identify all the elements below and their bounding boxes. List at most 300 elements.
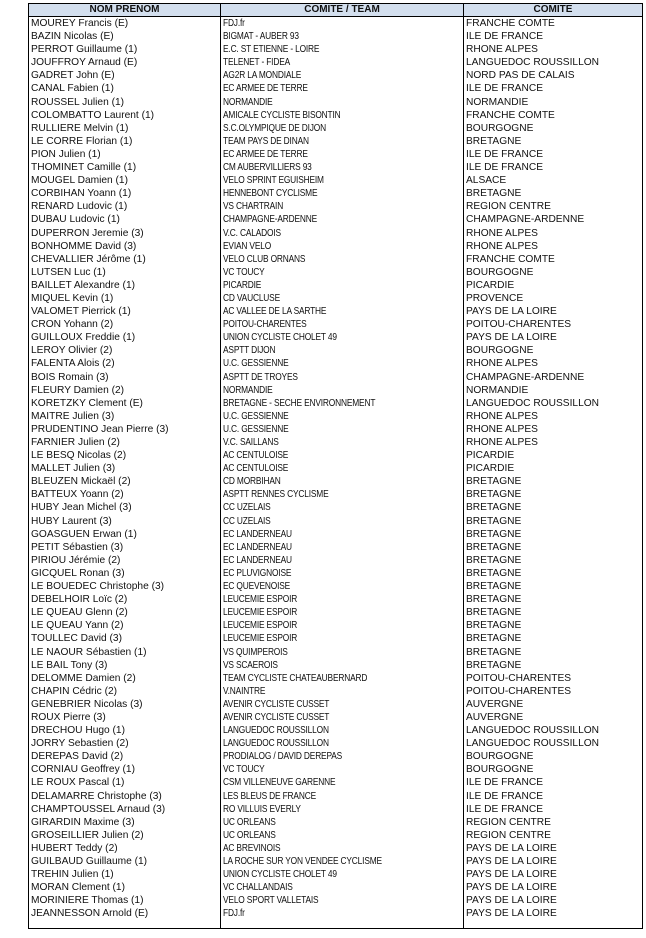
- rider-team: VC CHALLANDAIS: [223, 882, 293, 894]
- rider-name: HUBY Jean Michel (3): [29, 501, 221, 514]
- rider-team: EC PLUVIGNOISE: [223, 567, 292, 579]
- table-row: [29, 253, 643, 266]
- rider-name: CHAMPTOUSSEL Arnaud (3): [29, 803, 221, 816]
- rider-team: FDJ.fr: [223, 908, 245, 920]
- rider-team: AG2R LA MONDIALE: [223, 70, 302, 82]
- rider-team-cell: [221, 790, 464, 803]
- rider-team-cell: [221, 698, 464, 711]
- rider-comite: LANGUEDOC ROUSSILLON: [464, 397, 643, 410]
- table-row: [29, 907, 643, 920]
- rider-name: KORETZKY Clement (E): [29, 397, 221, 410]
- table-row: [29, 240, 643, 253]
- rider-comite: BRETAGNE: [464, 659, 643, 672]
- rider-name: BAILLET Alexandre (1): [29, 279, 221, 292]
- table-bottom-padding: [29, 920, 643, 929]
- table-row: [29, 109, 643, 122]
- header-name: NOM PRENOM: [29, 4, 221, 17]
- rider-team: HENNEBONT CYCLISME: [223, 188, 318, 200]
- rider-team: S.C.OLYMPIQUE DE DIJON: [223, 122, 326, 134]
- rider-comite: PICARDIE: [464, 279, 643, 292]
- table-row: [29, 410, 643, 423]
- table-row: [29, 868, 643, 881]
- rider-team-cell: [221, 122, 464, 135]
- rider-name: LE ROUX Pascal (1): [29, 776, 221, 789]
- rider-team-cell: [221, 488, 464, 501]
- table-row: [29, 763, 643, 776]
- table-row: [29, 17, 643, 31]
- table-row: [29, 292, 643, 305]
- rider-team-cell: [221, 56, 464, 69]
- rider-comite: BOURGOGNE: [464, 344, 643, 357]
- rider-name: DUBAU Ludovic (1): [29, 213, 221, 226]
- rider-name: CHAPIN Cédric (2): [29, 685, 221, 698]
- rider-team-cell: [221, 737, 464, 750]
- table-row: [29, 790, 643, 803]
- table-row: [29, 894, 643, 907]
- rider-team-cell: [221, 82, 464, 95]
- table-row: [29, 344, 643, 357]
- rider-comite: POITOU-CHARENTES: [464, 685, 643, 698]
- table-row: [29, 606, 643, 619]
- rider-team: ASPTT RENNES CYCLISME: [223, 489, 329, 501]
- rider-name: PIRIOU Jérémie (2): [29, 554, 221, 567]
- rider-comite: BRETAGNE: [464, 528, 643, 541]
- table-row: [29, 737, 643, 750]
- rider-team: TEAM PAYS DE DINAN: [223, 135, 309, 147]
- table-row: [29, 371, 643, 384]
- header-team: COMITE / TEAM: [221, 4, 464, 17]
- rider-team: TEAM CYCLISTE CHATEAUBERNARD: [223, 672, 368, 684]
- rider-team-cell: [221, 567, 464, 580]
- table-row: [29, 449, 643, 462]
- rider-team-cell: [221, 135, 464, 148]
- rider-name: CHEVALLIER Jérôme (1): [29, 253, 221, 266]
- table-row: [29, 698, 643, 711]
- rider-team-cell: [221, 279, 464, 292]
- rider-team: EC QUEVENOISE: [223, 581, 291, 593]
- rider-comite: RHONE ALPES: [464, 227, 643, 240]
- rider-comite: PAYS DE LA LOIRE: [464, 855, 643, 868]
- table-row: [29, 776, 643, 789]
- rider-comite: BRETAGNE: [464, 580, 643, 593]
- rider-name: MALLET Julien (3): [29, 462, 221, 475]
- rider-comite: NORMANDIE: [464, 96, 643, 109]
- rider-name: TREHIN Julien (1): [29, 868, 221, 881]
- rider-team-cell: [221, 894, 464, 907]
- rider-team-cell: [221, 593, 464, 606]
- rider-team: LEUCEMIE ESPOIR: [223, 594, 298, 606]
- rider-name: CANAL Fabien (1): [29, 82, 221, 95]
- rider-comite: BRETAGNE: [464, 475, 643, 488]
- rider-team-cell: [221, 855, 464, 868]
- rider-comite: LANGUEDOC ROUSSILLON: [464, 724, 643, 737]
- table-row: [29, 646, 643, 659]
- rider-team: V.NAINTRE: [223, 685, 266, 697]
- rider-team-cell: [221, 253, 464, 266]
- rider-comite: PICARDIE: [464, 462, 643, 475]
- rider-team-cell: [221, 357, 464, 370]
- rider-comite: PAYS DE LA LOIRE: [464, 868, 643, 881]
- rider-team-cell: [221, 240, 464, 253]
- rider-comite: CHAMPAGNE-ARDENNE: [464, 371, 643, 384]
- rider-team-cell: [221, 96, 464, 109]
- rider-team-cell: [221, 632, 464, 645]
- rider-team-cell: [221, 331, 464, 344]
- rider-comite: AUVERGNE: [464, 711, 643, 724]
- rider-team-cell: [221, 750, 464, 763]
- rider-name: MOUREY Francis (E): [29, 17, 221, 31]
- rider-name: LEROY Olivier (2): [29, 344, 221, 357]
- table-row: [29, 855, 643, 868]
- table-row: [29, 96, 643, 109]
- rider-comite: REGION CENTRE: [464, 829, 643, 842]
- rider-team-cell: [221, 410, 464, 423]
- rider-comite: BRETAGNE: [464, 187, 643, 200]
- table-row: [29, 659, 643, 672]
- table-row: [29, 279, 643, 292]
- rider-team-cell: [221, 672, 464, 685]
- rider-team: LANGUEDOC ROUSSILLON: [223, 738, 329, 750]
- rider-team: VS CHARTRAIN: [223, 201, 284, 213]
- rider-comite: BOURGOGNE: [464, 122, 643, 135]
- rider-name: MORAN Clement (1): [29, 881, 221, 894]
- rider-team: U.C. GESSIENNE: [223, 410, 289, 422]
- rider-team: AC CENTULOISE: [223, 450, 289, 462]
- rider-comite: RHONE ALPES: [464, 240, 643, 253]
- rider-name: BOIS Romain (3): [29, 371, 221, 384]
- table-row: [29, 122, 643, 135]
- rider-team: VC TOUCY: [223, 764, 265, 776]
- rider-comite: BRETAGNE: [464, 515, 643, 528]
- rider-team: VELO SPRINT EGUISHEIM: [223, 175, 324, 187]
- rider-comite: CHAMPAGNE-ARDENNE: [464, 213, 643, 226]
- rider-team-cell: [221, 528, 464, 541]
- rider-name: LE BAIL Tony (3): [29, 659, 221, 672]
- rider-comite: POITOU-CHARENTES: [464, 318, 643, 331]
- empty-cell: [29, 920, 221, 929]
- riders-table: [28, 3, 643, 929]
- table-row: [29, 475, 643, 488]
- table-row: [29, 501, 643, 514]
- rider-name: CORNIAU Geoffrey (1): [29, 763, 221, 776]
- rider-team: EVIAN VELO: [223, 240, 272, 252]
- rider-comite: LANGUEDOC ROUSSILLON: [464, 737, 643, 750]
- rider-comite: REGION CENTRE: [464, 816, 643, 829]
- rider-name: MORINIERE Thomas (1): [29, 894, 221, 907]
- rider-name: HUBERT Teddy (2): [29, 842, 221, 855]
- rider-comite: BRETAGNE: [464, 554, 643, 567]
- rider-name: DEBELHOIR Loïc (2): [29, 593, 221, 606]
- table-row: [29, 515, 643, 528]
- rider-team: AC CENTULOISE: [223, 463, 289, 475]
- rider-team: V.C. SAILLANS: [223, 437, 279, 448]
- rider-team-cell: [221, 187, 464, 200]
- rider-team-cell: [221, 397, 464, 410]
- rider-team: CHAMPAGNE-ARDENNE: [223, 214, 318, 226]
- rider-team: EC ARMEE DE TERRE: [223, 83, 308, 95]
- rider-team: EC LANDERNEAU: [223, 541, 292, 553]
- rider-name: GICQUEL Ronan (3): [29, 567, 221, 580]
- rider-name: LUTSEN Luc (1): [29, 266, 221, 279]
- rider-team-cell: [221, 541, 464, 554]
- rider-name: RULLIERE Melvin (1): [29, 122, 221, 135]
- rider-comite: ILE DE FRANCE: [464, 161, 643, 174]
- table-row: [29, 266, 643, 279]
- rider-team: PICARDIE: [223, 279, 262, 291]
- rider-team: FDJ.fr: [223, 18, 245, 29]
- table-row: [29, 227, 643, 240]
- rider-team-cell: [221, 30, 464, 43]
- rider-name: ROUX Pierre (3): [29, 711, 221, 724]
- table-body: [29, 17, 643, 929]
- rider-team-cell: [221, 436, 464, 449]
- table-row: [29, 593, 643, 606]
- rider-comite: PAYS DE LA LOIRE: [464, 842, 643, 855]
- rider-team: CM AUBERVILLIERS 93: [223, 162, 312, 174]
- table-row: [29, 318, 643, 331]
- rider-comite: PAYS DE LA LOIRE: [464, 331, 643, 344]
- rider-name: DUPERRON Jeremie (3): [29, 227, 221, 240]
- rider-name: FARNIER Julien (2): [29, 436, 221, 449]
- rider-name: PION Julien (1): [29, 148, 221, 161]
- rider-name: GROSEILLIER Julien (2): [29, 829, 221, 842]
- rider-name: LE NAOUR Sébastien (1): [29, 646, 221, 659]
- rider-team: LANGUEDOC ROUSSILLON: [223, 725, 329, 737]
- rider-comite: PAYS DE LA LOIRE: [464, 305, 643, 318]
- rider-team: ASPTT DIJON: [223, 345, 276, 357]
- table-row: [29, 711, 643, 724]
- rider-comite: RHONE ALPES: [464, 436, 643, 449]
- rider-name: DEREPAS David (2): [29, 750, 221, 763]
- table-row: [29, 803, 643, 816]
- rider-name: CRON Yohann (2): [29, 318, 221, 331]
- table-row: [29, 200, 643, 213]
- rider-comite: PROVENCE: [464, 292, 643, 305]
- rider-team: V.C. CALADOIS: [223, 227, 281, 239]
- rider-team-cell: [221, 776, 464, 789]
- rider-name: PRUDENTINO Jean Pierre (3): [29, 423, 221, 436]
- rider-team: ASPTT DE TROYES: [223, 371, 298, 383]
- rider-comite: BOURGOGNE: [464, 266, 643, 279]
- rider-team: VC TOUCY: [223, 266, 265, 278]
- rider-team: BRETAGNE - SECHE ENVIRONNEMENT: [223, 397, 376, 409]
- rider-team: BIGMAT - AUBER 93: [223, 31, 299, 43]
- rider-team: UC ORLEANS: [223, 816, 276, 828]
- rider-team: CC UZELAIS: [223, 502, 271, 514]
- rider-name: MAITRE Julien (3): [29, 410, 221, 423]
- rider-team-cell: [221, 344, 464, 357]
- table-row: [29, 148, 643, 161]
- rider-comite: ILE DE FRANCE: [464, 148, 643, 161]
- rider-comite: BOURGOGNE: [464, 750, 643, 763]
- rider-team-cell: [221, 829, 464, 842]
- rider-name: BATTEUX Yoann (2): [29, 488, 221, 501]
- rider-team-cell: [221, 763, 464, 776]
- rider-team: POITOU-CHARENTES: [223, 319, 307, 331]
- rider-name: DELOMME Damien (2): [29, 672, 221, 685]
- rider-comite: AUVERGNE: [464, 698, 643, 711]
- rider-name: FLEURY Damien (2): [29, 384, 221, 397]
- rider-comite: REGION CENTRE: [464, 200, 643, 213]
- rider-team-cell: [221, 43, 464, 56]
- rider-comite: ILE DE FRANCE: [464, 790, 643, 803]
- table-row: [29, 43, 643, 56]
- rider-name: PETIT Sébastien (3): [29, 541, 221, 554]
- table-row: [29, 436, 643, 449]
- rider-name: BAZIN Nicolas (E): [29, 30, 221, 43]
- table-row: [29, 724, 643, 737]
- rider-team: AVENIR CYCLISTE CUSSET: [223, 711, 330, 723]
- rider-team: VS QUIMPEROIS: [223, 646, 288, 658]
- rider-team: EC ARMEE DE TERRE: [223, 148, 308, 160]
- rider-name: TOULLEC David (3): [29, 632, 221, 645]
- rider-team: VELO CLUB ORNANS: [223, 253, 306, 265]
- rider-name: JORRY Sebastien (2): [29, 737, 221, 750]
- rider-name: GIRARDIN Maxime (3): [29, 816, 221, 829]
- table-row: [29, 528, 643, 541]
- table-row: [29, 135, 643, 148]
- rider-team-cell: [221, 213, 464, 226]
- rider-team-cell: [221, 292, 464, 305]
- table-row: [29, 567, 643, 580]
- rider-team-cell: [221, 305, 464, 318]
- rider-team: NORMANDIE: [223, 384, 273, 396]
- rider-comite: RHONE ALPES: [464, 43, 643, 56]
- rider-team: CD MORBIHAN: [223, 476, 281, 488]
- rider-name: RENARD Ludovic (1): [29, 200, 221, 213]
- table-row: [29, 423, 643, 436]
- rider-name: GOASGUEN Erwan (1): [29, 528, 221, 541]
- rider-comite: BRETAGNE: [464, 541, 643, 554]
- rider-team-cell: [221, 881, 464, 894]
- rider-name: HUBY Laurent (3): [29, 515, 221, 528]
- rider-comite: BRETAGNE: [464, 593, 643, 606]
- table-row: [29, 541, 643, 554]
- rider-team-cell: [221, 148, 464, 161]
- rider-team-cell: [221, 227, 464, 240]
- table-row: [29, 384, 643, 397]
- table-row: [29, 881, 643, 894]
- table-row: [29, 632, 643, 645]
- rider-team: LEUCEMIE ESPOIR: [223, 607, 298, 619]
- rider-team-cell: [221, 475, 464, 488]
- rider-team-cell: [221, 711, 464, 724]
- rider-name: LE BOUEDEC Christophe (3): [29, 580, 221, 593]
- rider-comite: BRETAGNE: [464, 619, 643, 632]
- rider-team-cell: [221, 659, 464, 672]
- rider-name: ROUSSEL Julien (1): [29, 96, 221, 109]
- rider-name: MIQUEL Kevin (1): [29, 292, 221, 305]
- rider-team: VELO SPORT VALLETAIS: [223, 895, 319, 907]
- rider-comite: BRETAGNE: [464, 632, 643, 645]
- rider-team: LEUCEMIE ESPOIR: [223, 620, 298, 632]
- rider-comite: FRANCHE COMTE: [464, 17, 643, 31]
- table-row: [29, 357, 643, 370]
- rider-team: CD VAUCLUSE: [223, 292, 281, 304]
- table-row: [29, 685, 643, 698]
- table-row: [29, 187, 643, 200]
- rider-comite: ALSACE: [464, 174, 643, 187]
- table-row: [29, 82, 643, 95]
- rider-name: MOUGEL Damien (1): [29, 174, 221, 187]
- rider-comite: BRETAGNE: [464, 501, 643, 514]
- rider-team: NORMANDIE: [223, 96, 273, 108]
- rider-team-cell: [221, 266, 464, 279]
- table-row: [29, 816, 643, 829]
- table-row: [29, 554, 643, 567]
- rider-team: E.C. ST ETIENNE - LOIRE: [223, 44, 320, 56]
- table-row: [29, 829, 643, 842]
- rider-team-cell: [221, 69, 464, 82]
- rider-name: COLOMBATTO Laurent (1): [29, 109, 221, 122]
- rider-team: UNION CYCLISTE CHOLET 49: [223, 332, 337, 344]
- rider-team-cell: [221, 423, 464, 436]
- rider-name: LE BESQ Nicolas (2): [29, 449, 221, 462]
- rider-team-cell: [221, 462, 464, 475]
- rider-team: CSM VILLENEUVE GARENNE: [223, 777, 336, 789]
- rider-team-cell: [221, 580, 464, 593]
- rider-team: LES BLEUS DE FRANCE: [223, 790, 316, 802]
- table-row: [29, 672, 643, 685]
- rider-comite: NORD PAS DE CALAIS: [464, 69, 643, 82]
- rider-name: GUILBAUD Guillaume (1): [29, 855, 221, 868]
- rider-team: PRODIALOG / DAVID DEREPAS: [223, 751, 343, 763]
- rider-team-cell: [221, 554, 464, 567]
- rider-name: BONHOMME David (3): [29, 240, 221, 253]
- rider-team: UNION CYCLISTE CHOLET 49: [223, 869, 337, 881]
- rider-team: AC BREVINOIS: [223, 842, 281, 854]
- table-row: [29, 174, 643, 187]
- rider-team: AC VALLEE DE LA SARTHE: [223, 306, 327, 318]
- table-row: [29, 750, 643, 763]
- rider-name: JOUFFROY Arnaud (E): [29, 56, 221, 69]
- rider-name: FALENTA Alois (2): [29, 357, 221, 370]
- rider-name: CORBIHAN Yoann (1): [29, 187, 221, 200]
- rider-comite: BRETAGNE: [464, 646, 643, 659]
- rider-comite: BRETAGNE: [464, 567, 643, 580]
- header-comite: COMITE: [464, 4, 643, 17]
- rider-name: LE CORRE Florian (1): [29, 135, 221, 148]
- rider-team-cell: [221, 646, 464, 659]
- rider-comite: ILE DE FRANCE: [464, 30, 643, 43]
- rider-team: AMICALE CYCLISTE BISONTIN: [223, 109, 341, 121]
- rider-comite: PAYS DE LA LOIRE: [464, 894, 643, 907]
- rider-team-cell: [221, 200, 464, 213]
- rider-comite: POITOU-CHARENTES: [464, 672, 643, 685]
- rider-team-cell: [221, 371, 464, 384]
- rider-name: BLEUZEN Mickaël (2): [29, 475, 221, 488]
- rider-team: UC ORLEANS: [223, 829, 276, 841]
- rider-comite: FRANCHE COMTE: [464, 253, 643, 266]
- rider-name: LE QUEAU Yann (2): [29, 619, 221, 632]
- rider-comite: ILE DE FRANCE: [464, 776, 643, 789]
- table-row: [29, 161, 643, 174]
- rider-name: GUILLOUX Freddie (1): [29, 331, 221, 344]
- table-row: [29, 580, 643, 593]
- rider-team-cell: [221, 174, 464, 187]
- rider-comite: LANGUEDOC ROUSSILLON: [464, 56, 643, 69]
- rider-team: VS SCAEROIS: [223, 659, 278, 671]
- rider-name: THOMINET Camille (1): [29, 161, 221, 174]
- rider-comite: FRANCHE COMTE: [464, 109, 643, 122]
- rider-team-cell: [221, 907, 464, 920]
- rider-comite: RHONE ALPES: [464, 357, 643, 370]
- table-row: [29, 619, 643, 632]
- rider-team: CC UZELAIS: [223, 515, 271, 527]
- rider-team-cell: [221, 606, 464, 619]
- rider-team: RO VILLUIS EVERLY: [223, 803, 301, 815]
- rider-name: DRECHOU Hugo (1): [29, 724, 221, 737]
